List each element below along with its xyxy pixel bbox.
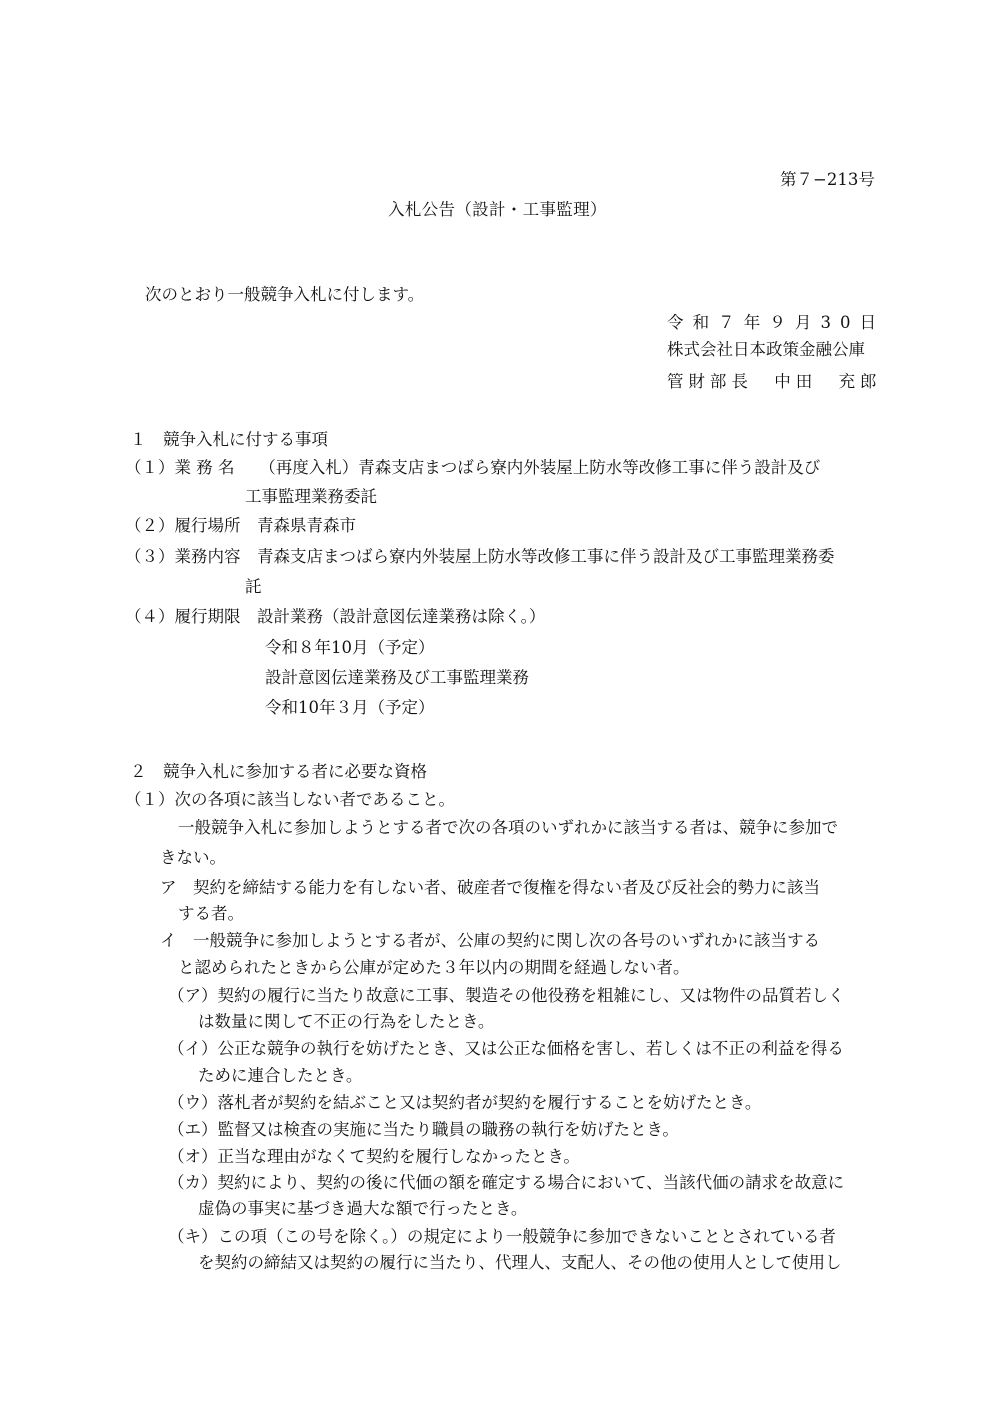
section2-i-line1: イ 一般競争に参加しようとする者が、公庫の契約に関し次の各号のいずれかに該当する [160, 931, 820, 950]
section1-item2: （２）履行場所 青森県青森市 [125, 516, 356, 535]
section2-item1: （１）次の各項に該当しない者であること。 [125, 790, 455, 809]
intro-text: 次のとおり一般競争入札に付します。 [145, 285, 425, 304]
section2-sub-e: （エ）監督又は検査の実施に当たり職員の職務の執行を妨げたとき。 [168, 1120, 679, 1139]
section2-sub-ki-line1: （キ）この項（この号を除く。）の規定により一般競争に参加できないこととされている者 [168, 1227, 836, 1246]
notice-date: 令和７年９月30日 [667, 313, 886, 332]
section2-sub-ki-line2: を契約の締結又は契約の履行に当たり、代理人、支配人、その他の使用人として使用し [198, 1253, 842, 1272]
section2-sub-a-line2: は数量に関して不正の行為をしたとき。 [198, 1012, 495, 1031]
section2-sub-a-line1: （ア）契約の履行に当たり故意に工事、製造その他役務を粗雑にし、又は物件の品質若しく [168, 986, 845, 1005]
section2-para-line1: 一般競争入札に参加しようとする者で次の各項のいずれかに該当する者は、競争に参加で [178, 818, 838, 837]
section2-para-line2: きない。 [160, 848, 226, 867]
section1-item3-line2: 託 [245, 577, 262, 596]
section1-item4-line4: 令和10年３月（予定） [265, 698, 435, 717]
section2-sub-i-line1: （イ）公正な競争の執行を妨げたとき、又は公正な価格を害し、若しくは不正の利益を得る [168, 1039, 844, 1058]
section2-a-line1: ア 契約を締結する能力を有しない者、破産者で復権を得ない者及び反社会的勢力に該当 [160, 878, 820, 897]
organization-name: 株式会社日本政策金融公庫 [667, 340, 865, 359]
section2-i-line2: と認められたときから公庫が定めた３年以内の期間を経過しない者。 [178, 958, 690, 977]
section1-item4-line3: 設計意図伝達業務及び工事監理業務 [265, 668, 529, 687]
section1-item4-line2: 令和８年10月（予定） [265, 638, 435, 657]
section2-heading: ２ 競争入札に参加する者に必要な資格 [130, 762, 427, 781]
section2-sub-i-line2: ために連合したとき。 [198, 1066, 363, 1085]
page-title: 入札公告（設計・工事監理） [388, 200, 607, 219]
official-name: 管財部長 中田 充郎 [667, 372, 882, 391]
section2-sub-ka-line1: （カ）契約により、契約の後に代価の額を確定する場合において、当該代価の請求を故意に [168, 1173, 845, 1192]
section2-a-line2: する者。 [178, 904, 244, 923]
section1-item1-line2: 工事監理業務委託 [245, 487, 377, 506]
section2-sub-o: （オ）正当な理由がなくて契約を履行しなかったとき。 [168, 1147, 580, 1166]
section1-item3-line1: （３）業務内容 青森支店まつばら寮内外装屋上防水等改修工事に伴う設計及び工事監理業務委 [125, 547, 835, 566]
section1-item1-line1: （１）業 務 名 （再度入札）青森支店まつばら寮内外装屋上防水等改修工事に伴う設計及び [125, 458, 821, 477]
section1-item4-line1: （４）履行期限 設計業務（設計意図伝達業務は除く。） [125, 607, 546, 626]
section2-sub-u: （ウ）落札者が契約を結ぶこと又は契約者が契約を履行することを妨げたとき。 [168, 1093, 762, 1112]
section1-heading: １ 競争入札に付する事項 [130, 430, 328, 449]
document-number: 第７−213号 [780, 170, 875, 189]
section2-sub-ka-line2: 虚偽の事実に基づき過大な額で行ったとき。 [198, 1199, 528, 1218]
